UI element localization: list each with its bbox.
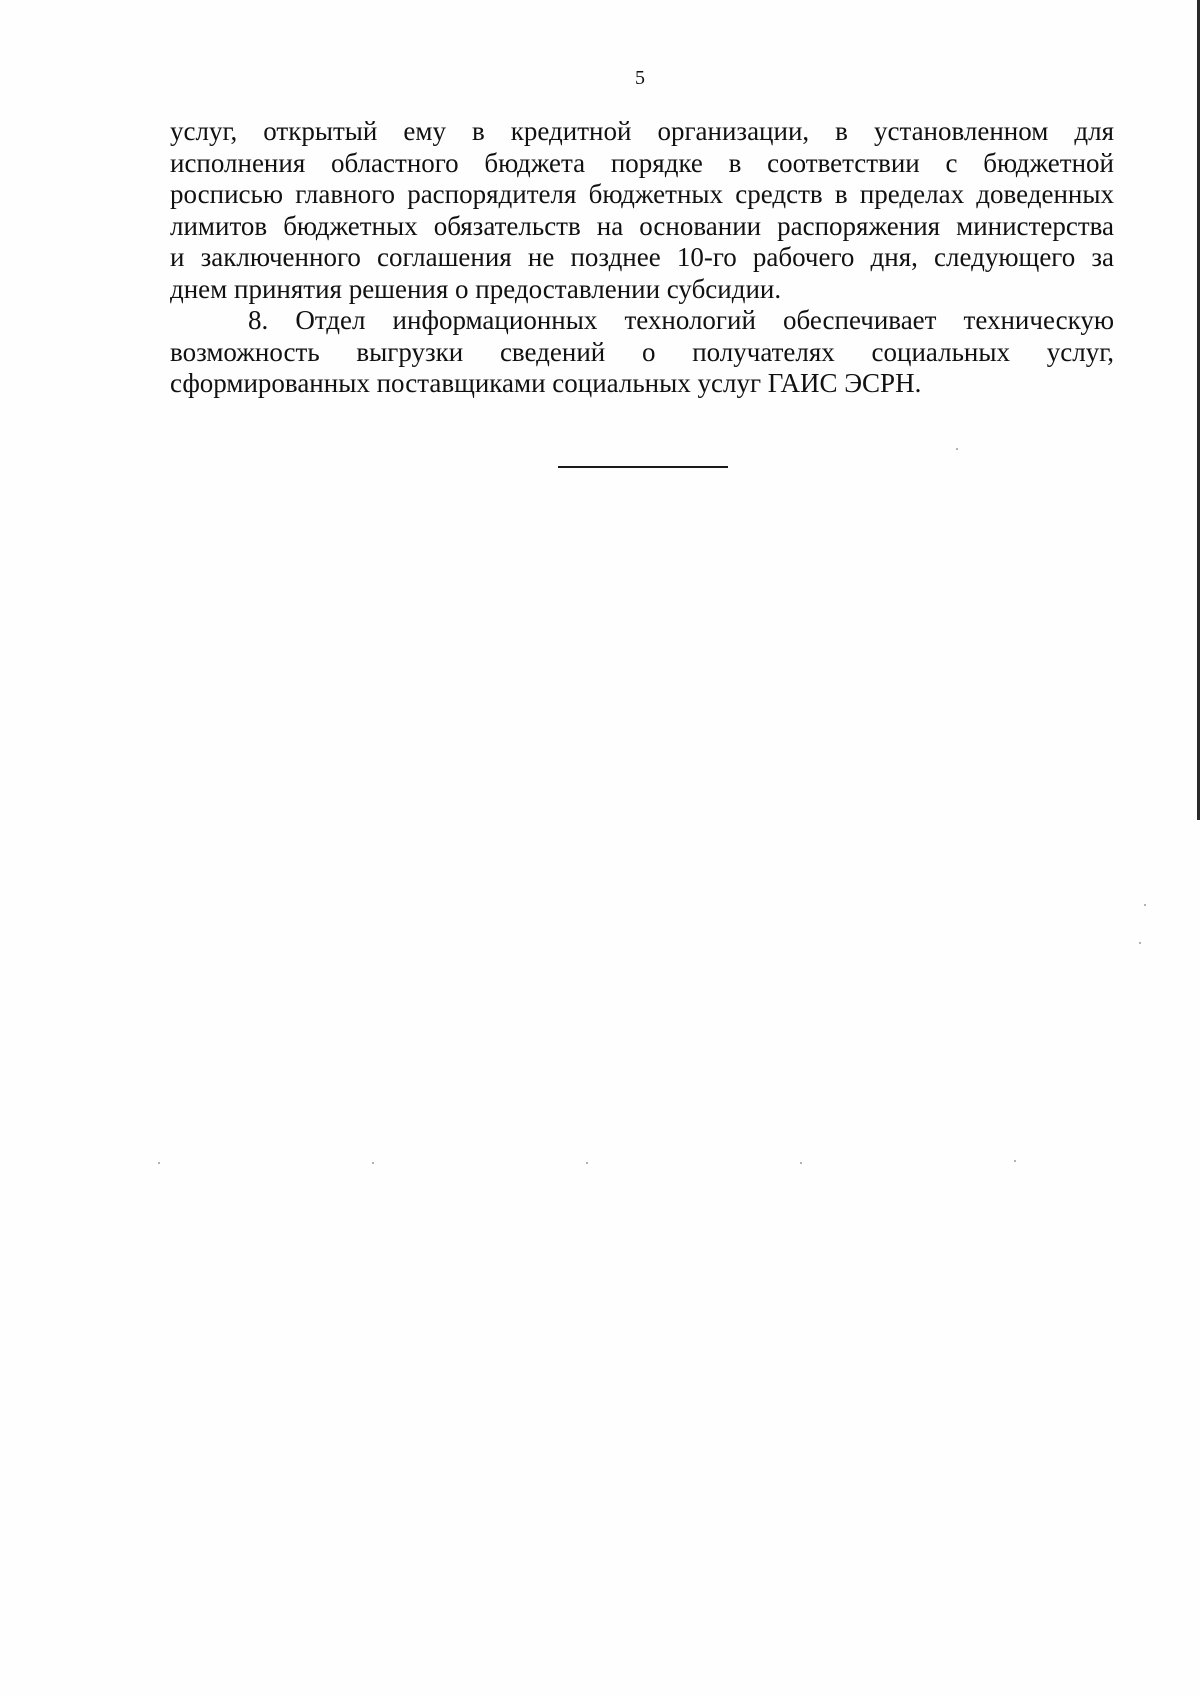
text-line: 8. Отдел информационных технологий обеспечивает техническую <box>248 305 1114 335</box>
text-line: лимитов бюджетных обязательств на основании распоряжения министерства <box>170 210 1114 241</box>
text-line: услуг, открытый ему в кредитной организации, в установленном для <box>170 116 1114 146</box>
text-line: исполнения областного бюджета порядке в соответствии с бюджетной <box>170 147 1114 178</box>
paragraph-1 <box>170 116 1114 305</box>
text-line: и заключенного соглашения не позднее 10-го рабочего дня, следующего за <box>170 242 1114 272</box>
scan-speck <box>372 1162 374 1164</box>
scan-speck <box>800 1162 802 1164</box>
text-line: днем принятия решения о предоставлении субсидии. <box>170 273 782 304</box>
scan-speck <box>586 1162 588 1164</box>
paragraph-2 <box>170 305 1114 400</box>
scan-speck <box>1139 942 1141 944</box>
end-of-document-rule <box>558 466 728 468</box>
scan-speck <box>1144 904 1146 906</box>
text-line: сформированных поставщиками социальных услуг ГАИС ЭСРН. <box>170 368 922 398</box>
text-line: росписью главного распорядителя бюджетных средств в пределах доведенных <box>170 179 1114 209</box>
scan-speck <box>1014 1160 1016 1162</box>
scan-speck <box>956 448 958 450</box>
scan-speck <box>158 1162 160 1164</box>
document-body <box>170 116 1114 400</box>
text-line: возможность выгрузки сведений о получателях социальных услуг, <box>170 336 1114 367</box>
page-number: 5 <box>635 67 645 89</box>
